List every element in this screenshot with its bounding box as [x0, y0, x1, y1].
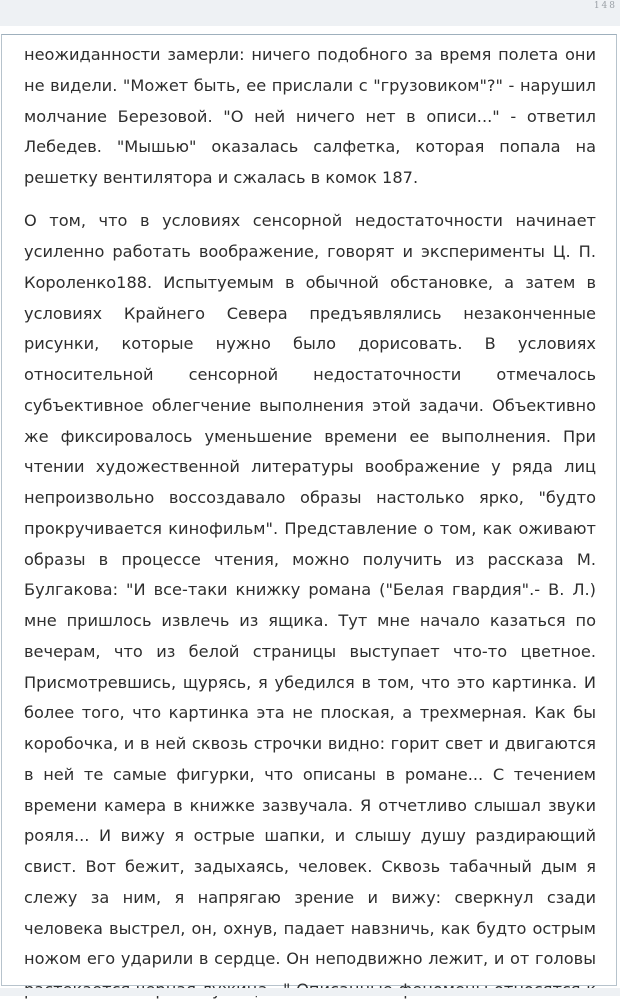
text-line: чтении художественной литературы воображение у ряда лиц	[24, 457, 596, 477]
text-line: времени камера в книжке зазвучала. Я отчетливо слышал звуки	[24, 795, 596, 815]
paragraph	[24, 40, 596, 194]
text-line: вечерам, что из белой страницы выступает что-то цветное.	[24, 641, 596, 661]
text-line: в ней те самые фигурки, что описаны в романе... С течением	[24, 764, 596, 784]
text-line: не видели. "Может быть, ее прислали с "грузовиком"?" - нарушил	[24, 75, 596, 95]
text-line: молчание Березовой. "О ней ничего нет в описи..." - ответил	[24, 106, 596, 126]
text-line: слежу за ним, я напрягаю зрение и вижу: сверкнул сзади	[24, 887, 596, 907]
text-line: усиленно работать воображение, говорят и эксперименты Ц. П.	[24, 242, 596, 261]
text-line: О том, что в условиях сенсорной недостаточности начинает	[24, 211, 596, 231]
text-line: ножом его ударили в сердце. Он неподвижно лежит, и от головы	[24, 949, 596, 969]
text-line: субъективное облегчение выполнения этой задачи. Объективно	[24, 395, 596, 415]
text-line: Короленко188. Испытуемым в обычной обстановке, а затем в	[24, 272, 596, 292]
text-line: условиях Крайнего Севера предъявлялись незаконченные	[24, 303, 596, 323]
text-line: человека выстрел, он, охнув, падает навзничь, как будто острым	[24, 918, 596, 938]
text-line: рисунки, которые нужно было дорисовать. В условиях	[24, 334, 596, 354]
text-line: непроизвольно воссоздавало образы настолько ярко, "будто	[24, 488, 596, 507]
text-line: относительной сенсорной недостаточности отмечалось	[24, 365, 596, 384]
text-line: рояля... И вижу я острые шапки, и слышу душу раздирающий	[24, 826, 596, 846]
paragraph	[24, 206, 596, 1006]
bottom-strip	[0, 988, 620, 996]
text-line: свист. Вот бежит, задыхаясь, человек. Сквозь табачный дым я	[24, 857, 596, 876]
text-line: Булгакова: "И все-таки книжку романа ("Белая гвардия".- В. Л.)	[24, 580, 596, 600]
top-toolbar-strip	[0, 0, 620, 26]
text-line: образы в процессе чтения, можно получить из рассказа М.	[24, 549, 596, 569]
document-body	[24, 40, 596, 1006]
text-line: же фиксировалось уменьшение времени ее выполнения. При	[24, 426, 596, 446]
text-line: Лебедев. "Мышью" оказалась салфетка, которая попала на	[24, 137, 596, 157]
text-line: прокручивается кинофильм". Представление о том, как оживают	[24, 518, 596, 538]
page-number: 148	[593, 1, 617, 11]
text-line: решетку вентилятора и сжалась в комок 187.	[24, 168, 419, 187]
paragraph-gap	[24, 194, 596, 207]
text-line: Присмотревшись, щурясь, я убедился в том, что это картинка. И	[24, 672, 596, 692]
text-line: неожиданности замерли: ничего подобного за время полета они	[24, 45, 596, 64]
text-line: коробочка, и в ней сквозь строчки видно: горит свет и двигаются	[24, 734, 596, 753]
text-line: более того, что картинка эта не плоская, а трехмерная. Как бы	[24, 703, 596, 723]
text-line: мне пришлось извлечь из ящика. Тут мне начало казаться по	[24, 611, 596, 630]
